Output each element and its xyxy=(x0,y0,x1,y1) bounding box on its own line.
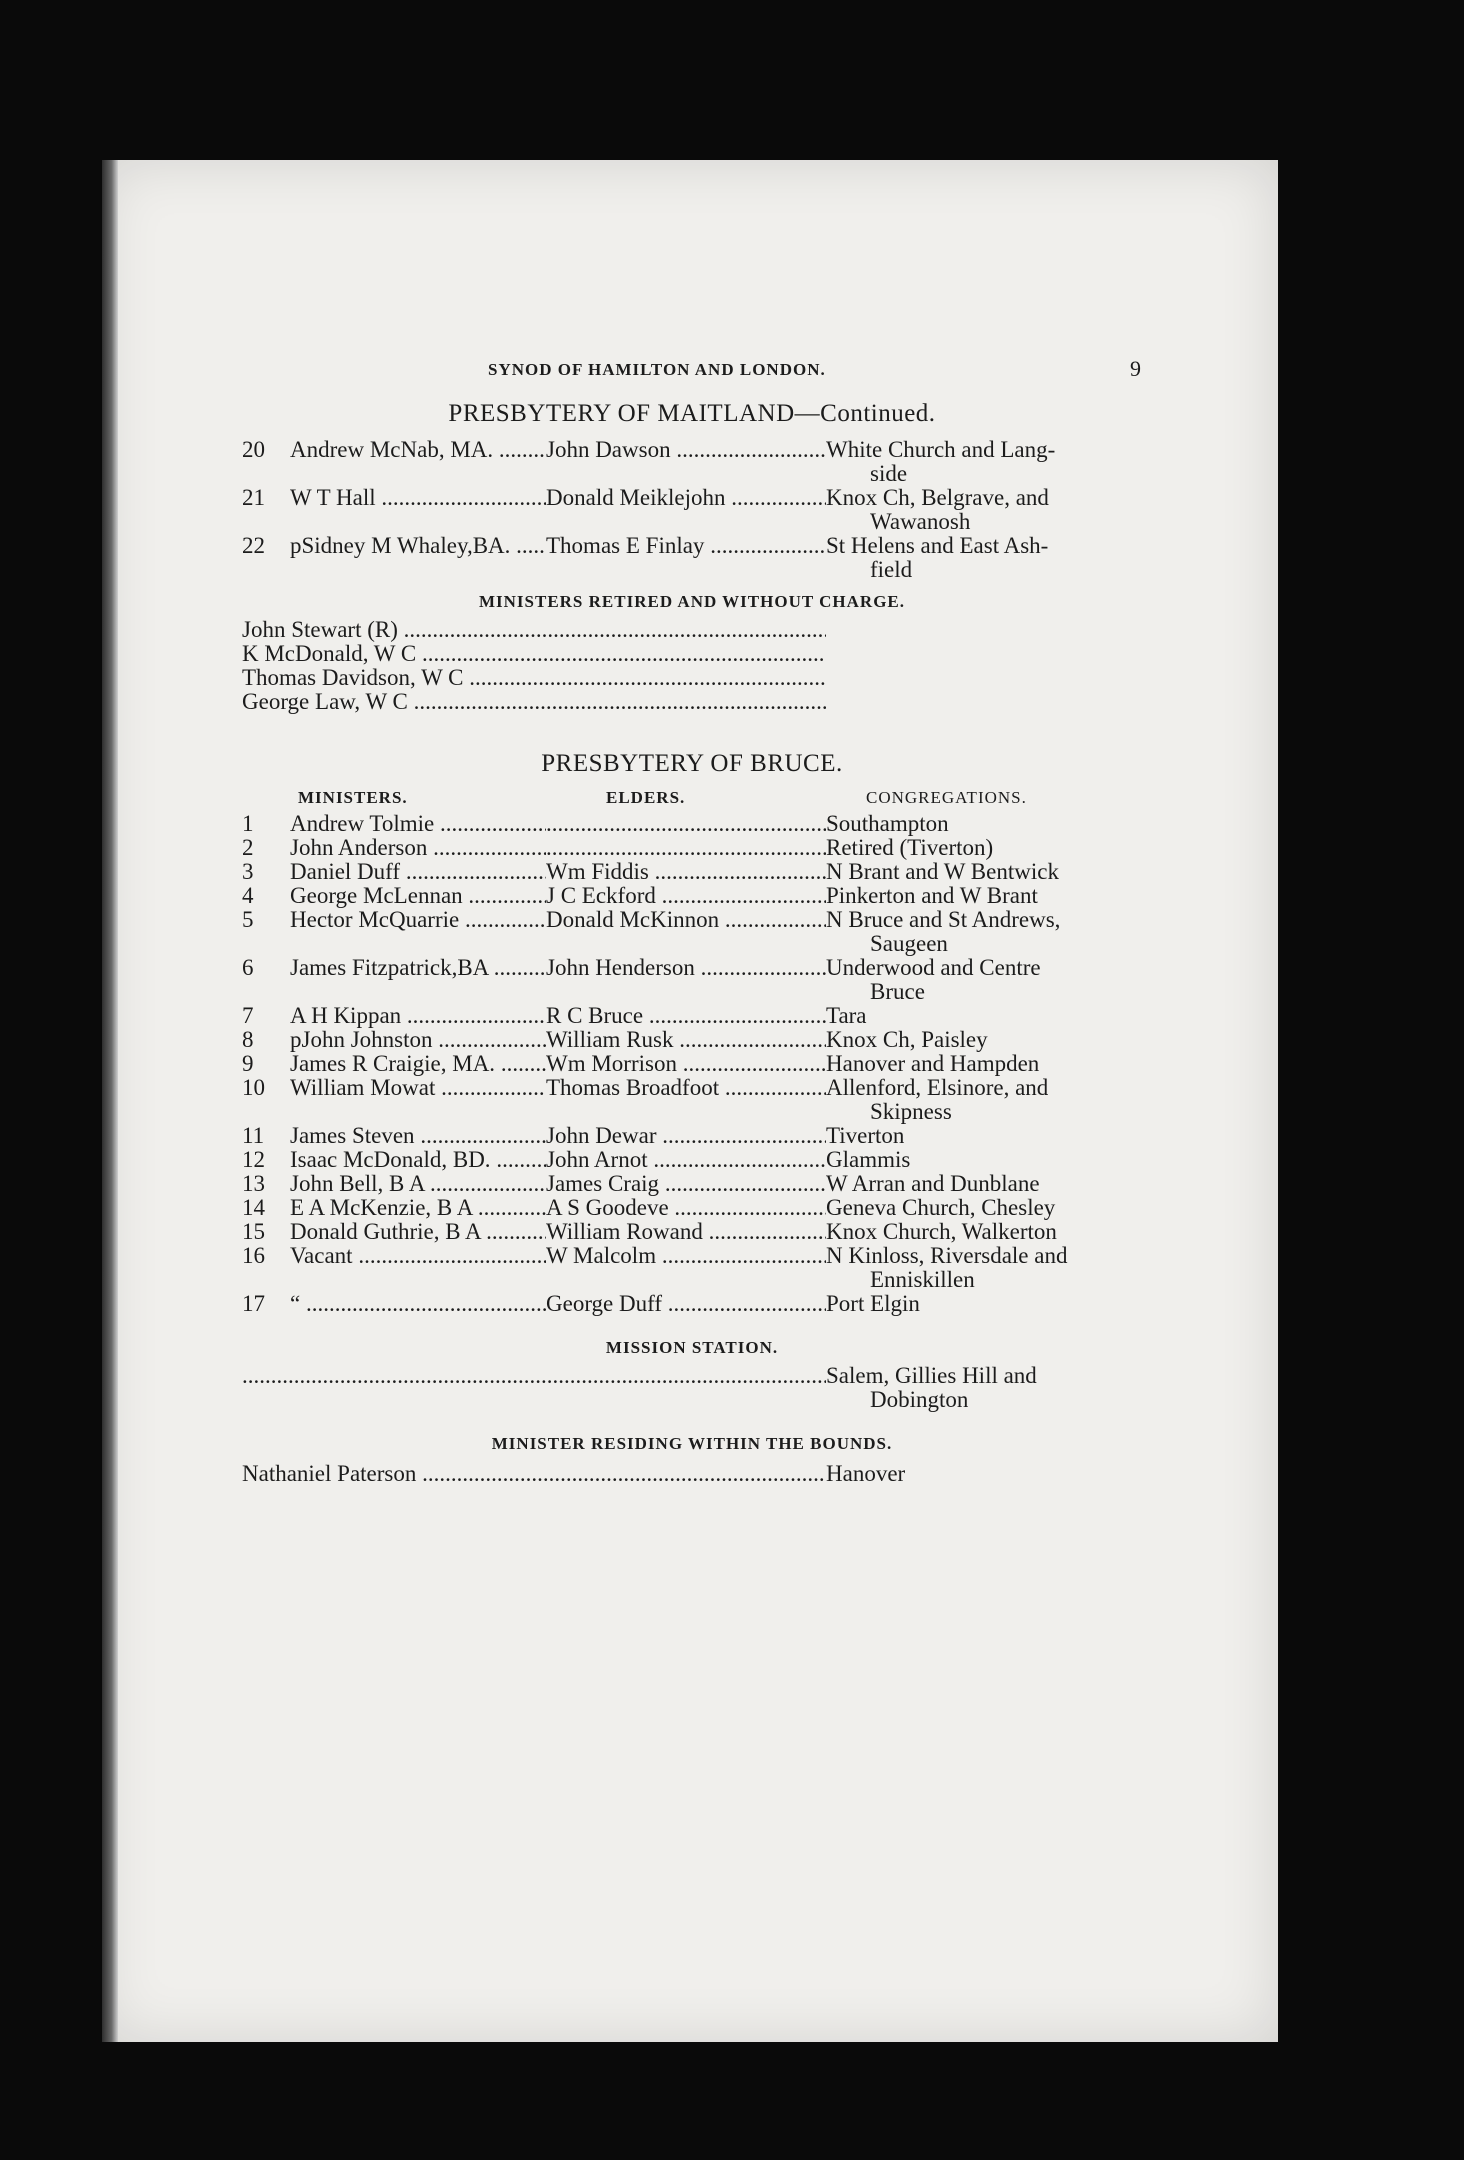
table-row xyxy=(242,860,1142,884)
retired-heading: MINISTERS RETIRED AND WITHOUT CHARGE. xyxy=(478,592,906,611)
congregation-line1: Tiverton xyxy=(826,1123,905,1148)
table-row xyxy=(242,1004,1142,1028)
congregation-line1: N Kinloss, Riversdale and xyxy=(826,1243,1068,1268)
table-row xyxy=(242,1148,1142,1172)
congregation-line1: N Brant and W Bentwick xyxy=(826,859,1059,884)
maitland-table xyxy=(242,438,1142,582)
row-number: 15 xyxy=(242,1219,265,1244)
elder-name: Thomas Broadfoot ..... xyxy=(546,1076,826,1124)
congregation-line1: Underwood and Centre xyxy=(826,955,1041,980)
congregation-line1: Pinkerton and W Brant xyxy=(826,883,1038,908)
row-number: 2 xyxy=(242,835,254,860)
retired-minister: John Stewart (R) ..... xyxy=(242,618,826,642)
minister-name: James Steven ..... xyxy=(290,1124,546,1148)
binding-gutter xyxy=(102,160,118,2042)
congregation xyxy=(826,1124,1142,1148)
congregation xyxy=(826,1196,1142,1220)
minister-name: John Bell, B A ..... xyxy=(290,1172,546,1196)
congregation-line2: side xyxy=(870,461,908,486)
col-congregations: CONGREGATIONS. xyxy=(866,788,1027,807)
congregation xyxy=(826,1220,1142,1244)
congregation-line1: Knox Ch, Belgrave, and xyxy=(826,485,1049,510)
row-number: 9 xyxy=(242,1051,254,1076)
minister-name: Isaac McDonald, BD. ..... xyxy=(290,1148,546,1172)
elder-name: J C Eckford ..... xyxy=(546,884,826,908)
col-elders: ELDERS. xyxy=(606,788,686,807)
congregation xyxy=(826,956,1142,1004)
elder-name: William Rowand ..... xyxy=(546,1220,826,1244)
retired-minister: K McDonald, W C ..... xyxy=(242,642,826,666)
minister-name: Vacant ..... xyxy=(290,1244,546,1292)
minister-name: E A McKenzie, B A ..... xyxy=(290,1196,546,1220)
mission-congregation xyxy=(826,1364,1142,1412)
bruce-table xyxy=(242,812,1142,1316)
retired-minister: George Law, W C ..... xyxy=(242,690,826,714)
row-number: 4 xyxy=(242,883,254,908)
table-row xyxy=(242,1172,1142,1196)
row-number: 10 xyxy=(242,1075,265,1100)
retired-minister: Thomas Davidson, W C ..... xyxy=(242,666,826,690)
congregation xyxy=(826,860,1142,884)
running-head-title: SYNOD OF HAMILTON AND LONDON. xyxy=(488,360,826,379)
table-row xyxy=(242,1028,1142,1052)
congregation-line1: Glammis xyxy=(826,1147,911,1172)
elder-name: Donald Meiklejohn ..... xyxy=(546,486,826,534)
page-text xyxy=(242,356,1142,1486)
congregation xyxy=(826,1004,1142,1028)
row-number: 6 xyxy=(242,955,254,980)
row-number: 14 xyxy=(242,1195,265,1220)
elder-name: George Duff ..... xyxy=(546,1292,826,1316)
resident-name: Nathaniel Paterson ..... xyxy=(242,1462,826,1486)
mission-row xyxy=(242,1364,1142,1412)
minister-name: pJohn Johnston ..... xyxy=(290,1028,546,1052)
table-row xyxy=(242,908,1142,956)
congregation-line2: Bruce xyxy=(870,979,925,1004)
minister-name: Donald Guthrie, B A ..... xyxy=(290,1220,546,1244)
minister-name: Daniel Duff ..... xyxy=(290,860,546,884)
row-number: 21 xyxy=(242,485,265,510)
table-row xyxy=(242,836,1142,860)
congregation xyxy=(826,534,1142,582)
row-number: 8 xyxy=(242,1027,254,1052)
minister-name: George McLennan ..... xyxy=(290,884,546,908)
retired-list xyxy=(242,618,1142,714)
congregation-line1: Tara xyxy=(826,1003,867,1028)
row-number: 5 xyxy=(242,907,254,932)
elder-name: Wm Morrison ..... xyxy=(546,1052,826,1076)
maitland-heading: PRESBYTERY OF MAITLAND—Continued. xyxy=(448,400,936,427)
minister-name: pSidney M Whaley,BA. ..... xyxy=(290,534,546,582)
bruce-heading: PRESBYTERY OF BRUCE. xyxy=(541,750,843,777)
row-number: 16 xyxy=(242,1243,265,1268)
congregation xyxy=(826,908,1142,956)
mission-dots xyxy=(242,1364,826,1412)
congregation-line1: Knox Church, Walkerton xyxy=(826,1219,1057,1244)
table-row xyxy=(242,1124,1142,1148)
congregation xyxy=(826,438,1142,486)
congregation xyxy=(826,884,1142,908)
table-row xyxy=(242,438,1142,486)
table-row xyxy=(242,1292,1142,1316)
minister-name: John Anderson ..... xyxy=(290,836,546,860)
elder-name: John Henderson ..... xyxy=(546,956,826,1004)
elder-name: Thomas E Finlay ..... xyxy=(546,534,826,582)
table-row xyxy=(242,1076,1142,1124)
congregation-line1: Retired (Tiverton) xyxy=(826,835,994,860)
table-row xyxy=(242,486,1142,534)
table-row xyxy=(242,1052,1142,1076)
table-row xyxy=(242,534,1142,582)
elder-name: Wm Fiddis ..... xyxy=(546,860,826,884)
elder-name: James Craig ..... xyxy=(546,1172,826,1196)
congregation-line1: Southampton xyxy=(826,811,949,836)
congregation xyxy=(826,1172,1142,1196)
mission-cong-line2: Dobington xyxy=(870,1387,969,1412)
row-number: 13 xyxy=(242,1171,265,1196)
book-page xyxy=(102,160,1278,2042)
elder-name: Donald McKinnon ..... xyxy=(546,908,826,956)
row-number: 3 xyxy=(242,859,254,884)
congregation xyxy=(826,1244,1142,1292)
congregation-line1: N Bruce and St Andrews, xyxy=(826,907,1061,932)
congregation xyxy=(826,1292,1142,1316)
congregation xyxy=(826,486,1142,534)
row-number: 17 xyxy=(242,1291,265,1316)
elder-name: John Dawson ..... xyxy=(546,438,826,486)
minister-name: Andrew Tolmie ..... xyxy=(290,812,546,836)
row-number: 20 xyxy=(242,437,265,462)
resident-row xyxy=(242,1462,1142,1486)
table-row xyxy=(242,1196,1142,1220)
mission-heading: MISSION STATION. xyxy=(605,1338,779,1357)
minister-name: Andrew McNab, MA. ..... xyxy=(290,438,546,486)
table-row xyxy=(242,1220,1142,1244)
congregation-line1: Knox Ch, Paisley xyxy=(826,1027,988,1052)
table-row xyxy=(242,1244,1142,1292)
row-number: 12 xyxy=(242,1147,265,1172)
elder-name xyxy=(546,836,826,860)
page-number: 9 xyxy=(1130,356,1142,381)
congregation-line2: Wawanosh xyxy=(870,509,971,534)
congregation xyxy=(826,1076,1142,1124)
minister-name: A H Kippan ..... xyxy=(290,1004,546,1028)
table-row xyxy=(242,884,1142,908)
congregation-line2: Enniskillen xyxy=(870,1267,975,1292)
elder-name xyxy=(546,812,826,836)
congregation-line1: White Church and Lang- xyxy=(826,437,1056,462)
congregation-line1: Port Elgin xyxy=(826,1291,920,1316)
congregation xyxy=(826,1148,1142,1172)
congregation-line1: Geneva Church, Chesley xyxy=(826,1195,1056,1220)
running-head xyxy=(242,356,1142,390)
elder-name: John Dewar ..... xyxy=(546,1124,826,1148)
elder-name: John Arnot ..... xyxy=(546,1148,826,1172)
table-row xyxy=(242,812,1142,836)
minister-name: “ ..... xyxy=(290,1292,546,1316)
row-number: 7 xyxy=(242,1003,254,1028)
congregation xyxy=(826,1028,1142,1052)
elder-name: R C Bruce ..... xyxy=(546,1004,826,1028)
resident-place: Hanover xyxy=(826,1461,906,1486)
row-number: 22 xyxy=(242,533,265,558)
congregation-line2: Saugeen xyxy=(870,931,948,956)
elder-name: W Malcolm ..... xyxy=(546,1244,826,1292)
minister-name: James R Craigie, MA. ..... xyxy=(290,1052,546,1076)
table-row xyxy=(242,956,1142,1004)
minister-name: W T Hall ..... xyxy=(290,486,546,534)
congregation-line2: Skipness xyxy=(870,1099,952,1124)
row-number: 1 xyxy=(242,811,254,836)
congregation-line1: St Helens and East Ash- xyxy=(826,533,1049,558)
congregation-line1: Hanover and Hampden xyxy=(826,1051,1040,1076)
row-number: 11 xyxy=(242,1123,265,1148)
congregation xyxy=(826,812,1142,836)
congregation xyxy=(826,836,1142,860)
resident-heading: MINISTER RESIDING WITHIN THE BOUNDS. xyxy=(491,1434,893,1453)
congregation-line2: field xyxy=(870,557,913,582)
congregation-line1: Allenford, Elsinore, and xyxy=(826,1075,1049,1100)
column-headers xyxy=(242,788,1142,808)
mission-cong-line1: Salem, Gillies Hill and xyxy=(826,1363,1037,1388)
elder-name: William Rusk ..... xyxy=(546,1028,826,1052)
minister-name: James Fitzpatrick,BA ..... xyxy=(290,956,546,1004)
congregation-line1: W Arran and Dunblane xyxy=(826,1171,1040,1196)
col-ministers: MINISTERS. xyxy=(298,788,408,807)
elder-name: A S Goodeve ..... xyxy=(546,1196,826,1220)
congregation xyxy=(826,1052,1142,1076)
minister-name: William Mowat ..... xyxy=(290,1076,546,1124)
minister-name: Hector McQuarrie ..... xyxy=(290,908,546,956)
